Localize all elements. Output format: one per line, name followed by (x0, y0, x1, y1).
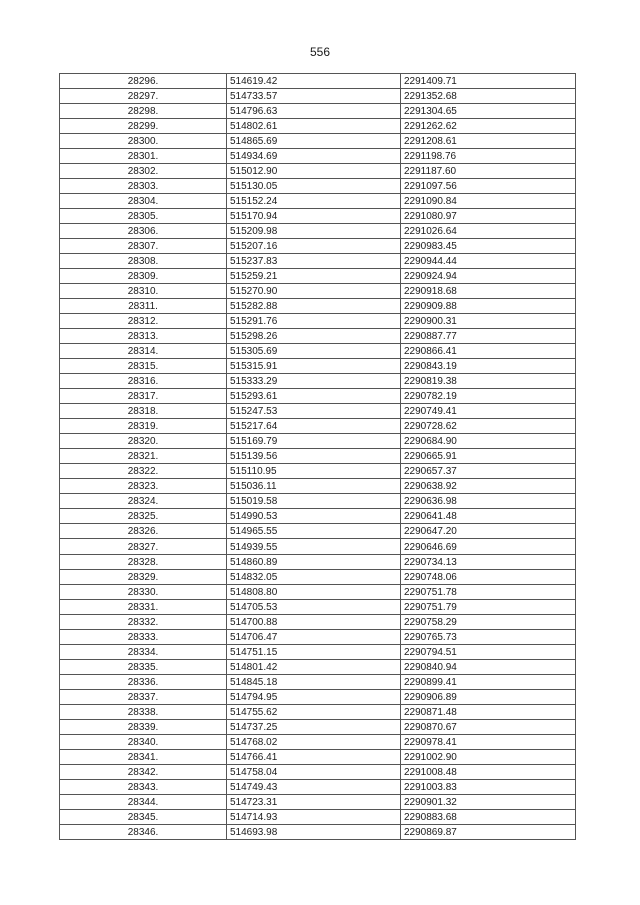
table-row (60, 464, 576, 479)
northing-cell: 2290924.94 (401, 269, 576, 284)
table-row (60, 674, 576, 689)
point-number-cell: 28326. (60, 524, 227, 539)
table-row (60, 299, 576, 314)
northing-cell: 2290843.19 (401, 359, 576, 374)
point-number-cell: 28306. (60, 224, 227, 239)
northing-cell: 2290751.79 (401, 599, 576, 614)
page-number: 556 (309, 45, 331, 59)
northing-cell: 2290840.94 (401, 659, 576, 674)
northing-cell: 2291304.65 (401, 104, 576, 119)
easting-cell: 515315.91 (227, 359, 401, 374)
table-row (60, 779, 576, 794)
table-row (60, 404, 576, 419)
point-number-cell: 28302. (60, 164, 227, 179)
northing-cell: 2291003.83 (401, 779, 576, 794)
northing-cell: 2290901.32 (401, 794, 576, 809)
easting-cell: 514832.05 (227, 569, 401, 584)
table-row (60, 119, 576, 134)
northing-cell: 2290734.13 (401, 554, 576, 569)
table-row (60, 149, 576, 164)
point-number-cell: 28319. (60, 419, 227, 434)
easting-cell: 515259.21 (227, 269, 401, 284)
northing-cell: 2290749.41 (401, 404, 576, 419)
northing-cell: 2291198.76 (401, 149, 576, 164)
northing-cell: 2290684.90 (401, 434, 576, 449)
northing-cell: 2290636.98 (401, 494, 576, 509)
point-number-cell: 28298. (60, 104, 227, 119)
table-row (60, 599, 576, 614)
point-number-cell: 28308. (60, 254, 227, 269)
easting-cell: 515333.29 (227, 374, 401, 389)
point-number-cell: 28299. (60, 119, 227, 134)
point-number-cell: 28322. (60, 464, 227, 479)
table-row (60, 419, 576, 434)
point-number-cell: 28324. (60, 494, 227, 509)
table-row (60, 539, 576, 554)
northing-cell: 2290647.20 (401, 524, 576, 539)
easting-cell: 514737.25 (227, 719, 401, 734)
point-number-cell: 28329. (60, 569, 227, 584)
table-row (60, 509, 576, 524)
northing-cell: 2290751.78 (401, 584, 576, 599)
easting-cell: 514801.42 (227, 659, 401, 674)
northing-cell: 2291090.84 (401, 194, 576, 209)
table-row (60, 554, 576, 569)
easting-cell: 514751.15 (227, 644, 401, 659)
easting-cell: 514794.95 (227, 689, 401, 704)
point-number-cell: 28314. (60, 344, 227, 359)
table-row (60, 809, 576, 824)
easting-cell: 515305.69 (227, 344, 401, 359)
easting-cell: 515291.76 (227, 314, 401, 329)
point-number-cell: 28317. (60, 389, 227, 404)
northing-cell: 2290758.29 (401, 614, 576, 629)
point-number-cell: 28304. (60, 194, 227, 209)
point-number-cell: 28321. (60, 449, 227, 464)
coordinate-table-body (60, 74, 576, 840)
easting-cell: 514700.88 (227, 614, 401, 629)
easting-cell: 515247.53 (227, 404, 401, 419)
table-row (60, 794, 576, 809)
easting-cell: 515217.64 (227, 419, 401, 434)
table-row (60, 89, 576, 104)
point-number-cell: 28300. (60, 134, 227, 149)
northing-cell: 2290638.92 (401, 479, 576, 494)
table-row (60, 494, 576, 509)
table-row (60, 749, 576, 764)
point-number-cell: 28337. (60, 689, 227, 704)
northing-cell: 2290819.38 (401, 374, 576, 389)
northing-cell: 2291002.90 (401, 749, 576, 764)
northing-cell: 2290866.41 (401, 344, 576, 359)
easting-cell: 514845.18 (227, 674, 401, 689)
table-row (60, 764, 576, 779)
northing-cell: 2290665.91 (401, 449, 576, 464)
easting-cell: 514755.62 (227, 704, 401, 719)
easting-cell: 515019.58 (227, 494, 401, 509)
table-row (60, 344, 576, 359)
northing-cell: 2290978.41 (401, 734, 576, 749)
point-number-cell: 28336. (60, 674, 227, 689)
point-number-cell: 28296. (60, 74, 227, 89)
table-row (60, 329, 576, 344)
northing-cell: 2291262.62 (401, 119, 576, 134)
northing-cell: 2290944.44 (401, 254, 576, 269)
table-row (60, 74, 576, 89)
easting-cell: 515282.88 (227, 299, 401, 314)
table-row (60, 734, 576, 749)
point-number-cell: 28301. (60, 149, 227, 164)
point-number-cell: 28331. (60, 599, 227, 614)
easting-cell: 514619.42 (227, 74, 401, 89)
northing-cell: 2290748.06 (401, 569, 576, 584)
table-row (60, 824, 576, 839)
table-row (60, 179, 576, 194)
point-number-cell: 28303. (60, 179, 227, 194)
easting-cell: 514723.31 (227, 794, 401, 809)
table-row (60, 359, 576, 374)
easting-cell: 514965.55 (227, 524, 401, 539)
northing-cell: 2290909.88 (401, 299, 576, 314)
easting-cell: 515170.94 (227, 209, 401, 224)
table-row (60, 704, 576, 719)
point-number-cell: 28342. (60, 764, 227, 779)
easting-cell: 514802.61 (227, 119, 401, 134)
table-row (60, 689, 576, 704)
northing-cell: 2290870.67 (401, 719, 576, 734)
northing-cell: 2291187.60 (401, 164, 576, 179)
point-number-cell: 28309. (60, 269, 227, 284)
point-number-cell: 28344. (60, 794, 227, 809)
point-number-cell: 28339. (60, 719, 227, 734)
table-row (60, 269, 576, 284)
northing-cell: 2290983.45 (401, 239, 576, 254)
point-number-cell: 28340. (60, 734, 227, 749)
table-row (60, 314, 576, 329)
easting-cell: 514766.41 (227, 749, 401, 764)
point-number-cell: 28330. (60, 584, 227, 599)
point-number-cell: 28333. (60, 629, 227, 644)
point-number-cell: 28335. (60, 659, 227, 674)
easting-cell: 514758.04 (227, 764, 401, 779)
point-number-cell: 28312. (60, 314, 227, 329)
table-row (60, 239, 576, 254)
table-row (60, 374, 576, 389)
table-row (60, 134, 576, 149)
point-number-cell: 28345. (60, 809, 227, 824)
easting-cell: 514808.80 (227, 584, 401, 599)
northing-cell: 2291097.56 (401, 179, 576, 194)
easting-cell: 514706.47 (227, 629, 401, 644)
easting-cell: 514860.89 (227, 554, 401, 569)
easting-cell: 515036.11 (227, 479, 401, 494)
easting-cell: 514693.98 (227, 824, 401, 839)
point-number-cell: 28332. (60, 614, 227, 629)
point-number-cell: 28305. (60, 209, 227, 224)
northing-cell: 2290900.31 (401, 314, 576, 329)
northing-cell: 2290871.48 (401, 704, 576, 719)
easting-cell: 514865.69 (227, 134, 401, 149)
northing-cell: 2290918.68 (401, 284, 576, 299)
northing-cell: 2290887.77 (401, 329, 576, 344)
northing-cell: 2290906.89 (401, 689, 576, 704)
northing-cell: 2290899.41 (401, 674, 576, 689)
easting-cell: 514749.43 (227, 779, 401, 794)
table-row (60, 284, 576, 299)
point-number-cell: 28327. (60, 539, 227, 554)
coordinate-table (59, 73, 576, 840)
easting-cell: 515012.90 (227, 164, 401, 179)
easting-cell: 515298.26 (227, 329, 401, 344)
table-row (60, 434, 576, 449)
table-row (60, 194, 576, 209)
northing-cell: 2290657.37 (401, 464, 576, 479)
table-row (60, 659, 576, 674)
northing-cell: 2290869.87 (401, 824, 576, 839)
easting-cell: 515270.90 (227, 284, 401, 299)
easting-cell: 514714.93 (227, 809, 401, 824)
easting-cell: 514733.57 (227, 89, 401, 104)
northing-cell: 2290765.73 (401, 629, 576, 644)
easting-cell: 514768.02 (227, 734, 401, 749)
table-row (60, 104, 576, 119)
point-number-cell: 28315. (60, 359, 227, 374)
point-number-cell: 28313. (60, 329, 227, 344)
table-row (60, 224, 576, 239)
point-number-cell: 28318. (60, 404, 227, 419)
northing-cell: 2291352.68 (401, 89, 576, 104)
northing-cell: 2290883.68 (401, 809, 576, 824)
point-number-cell: 28338. (60, 704, 227, 719)
table-row (60, 389, 576, 404)
point-number-cell: 28343. (60, 779, 227, 794)
northing-cell: 2290728.62 (401, 419, 576, 434)
point-number-cell: 28316. (60, 374, 227, 389)
easting-cell: 514990.53 (227, 509, 401, 524)
point-number-cell: 28310. (60, 284, 227, 299)
point-number-cell: 28311. (60, 299, 227, 314)
northing-cell: 2291008.48 (401, 764, 576, 779)
northing-cell: 2291026.64 (401, 224, 576, 239)
table-row (60, 569, 576, 584)
table-row (60, 479, 576, 494)
point-number-cell: 28328. (60, 554, 227, 569)
table-row (60, 629, 576, 644)
northing-cell: 2291080.97 (401, 209, 576, 224)
table-row (60, 449, 576, 464)
easting-cell: 514939.55 (227, 539, 401, 554)
point-number-cell: 28346. (60, 824, 227, 839)
northing-cell: 2291409.71 (401, 74, 576, 89)
easting-cell: 515110.95 (227, 464, 401, 479)
table-row (60, 254, 576, 269)
point-number-cell: 28325. (60, 509, 227, 524)
northing-cell: 2290641.48 (401, 509, 576, 524)
easting-cell: 515237.83 (227, 254, 401, 269)
easting-cell: 514934.69 (227, 149, 401, 164)
point-number-cell: 28334. (60, 644, 227, 659)
easting-cell: 515130.05 (227, 179, 401, 194)
northing-cell: 2290646.69 (401, 539, 576, 554)
table-row (60, 164, 576, 179)
northing-cell: 2290782.19 (401, 389, 576, 404)
northing-cell: 2290794.51 (401, 644, 576, 659)
table-row (60, 524, 576, 539)
easting-cell: 515169.79 (227, 434, 401, 449)
point-number-cell: 28341. (60, 749, 227, 764)
table-row (60, 719, 576, 734)
point-number-cell: 28297. (60, 89, 227, 104)
point-number-cell: 28320. (60, 434, 227, 449)
point-number-cell: 28323. (60, 479, 227, 494)
table-row (60, 614, 576, 629)
northing-cell: 2291208.61 (401, 134, 576, 149)
point-number-cell: 28307. (60, 239, 227, 254)
table-row (60, 209, 576, 224)
table-row (60, 644, 576, 659)
table-row (60, 584, 576, 599)
easting-cell: 515139.56 (227, 449, 401, 464)
easting-cell: 515207.16 (227, 239, 401, 254)
easting-cell: 514705.53 (227, 599, 401, 614)
easting-cell: 515293.61 (227, 389, 401, 404)
easting-cell: 514796.63 (227, 104, 401, 119)
easting-cell: 515209.98 (227, 224, 401, 239)
easting-cell: 515152.24 (227, 194, 401, 209)
